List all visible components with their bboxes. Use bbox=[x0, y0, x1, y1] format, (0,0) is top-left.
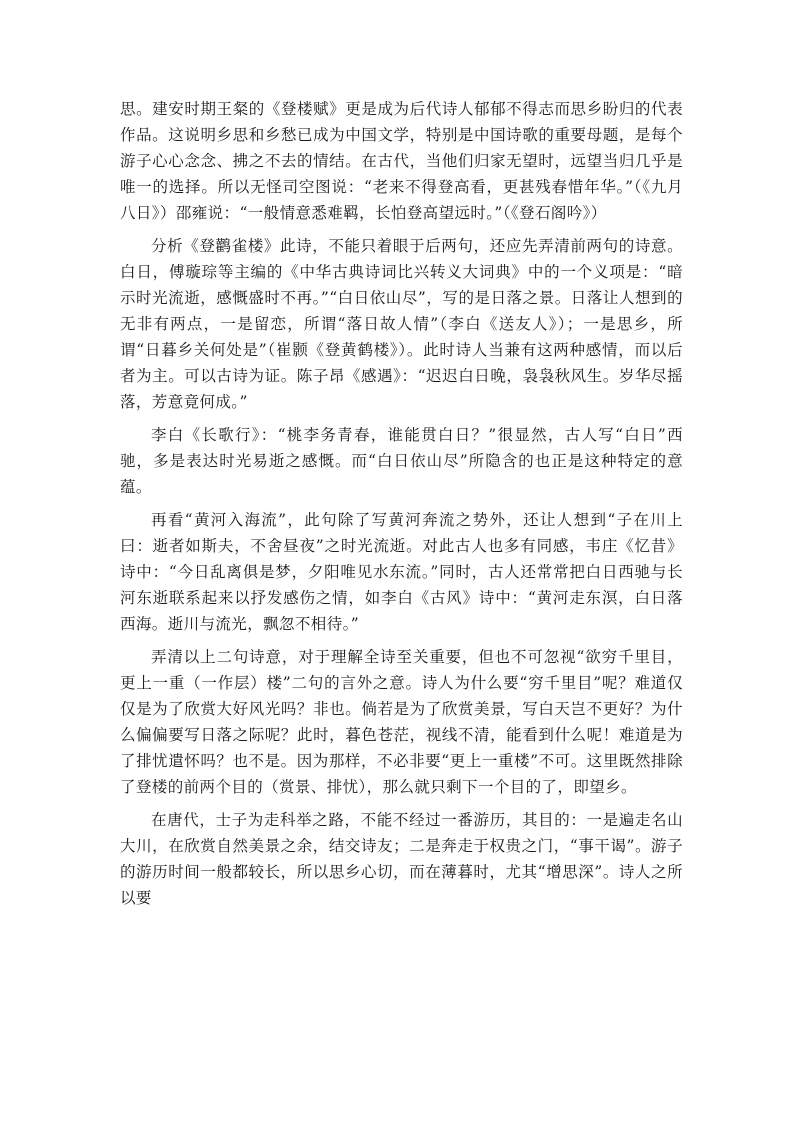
article-body bbox=[120, 96, 683, 918]
paragraph-2: 分析《登鹳雀楼》此诗，不能只着眼于后两句，还应先弄清前两句的诗意。白日，傅璇琮等主编的《中华古典诗词比兴转义大词典》中的一个义项是：“暗示时光流逝，感慨盛时不再。”“白日依山尽”，写的是日落之景。日落让人想到的无非有两点，一是留恋，所谓“落日故人情”（李白《送友人》）；一是思乡，所谓“日暮乡关何处是”（崔颢《登黄鹤楼》）。此时诗人当兼有这两种感情，而以后者为主。可以古诗为证。陈子昂《感遇》：“迟迟白日晚，袅袅秋风生。岁华尽摇落，芳意竟何成。” bbox=[120, 237, 683, 411]
paragraph-3: 李白《长歌行》：“桃李务青春，谁能贯白日？”很显然，古人写“白日”西驰，多是表达时光易逝之感慨。而“白日依山尽”所隐含的也正是这种特定的意蕴。 bbox=[120, 426, 683, 496]
paragraph-1: 思。建安时期王粲的《登楼赋》更是成为后代诗人郁郁不得志而思乡盼归的代表作品。这说明乡思和乡愁已成为中国文学，特别是中国诗歌的重要母题，是每个游子心心念念、拂之不去的情结。在古代，当他们归家无望时，远望当归几乎是唯一的选择。所以无怪司空图说：“老来不得登高看，更甚残春惜年华。”（《九月八日》）邵雍说：“一般情意悉难羁，长怕登高望远时。”（《登石阁吟》） bbox=[120, 100, 683, 222]
paragraph-5: 弄清以上二句诗意，对于理解全诗至关重要，但也不可忽视“欲穷千里目，更上一重（一作层）楼”二句的言外之意。诗人为什么要“穷千里目”呢？难道仅仅是为了欣赏大好风光吗？非也。倘若是为了欣赏美景，写白天岂不更好？为什么偏偏要写日落之际呢？此时，暮色苍茫，视线不清，能看到什么呢！难道是为了排忧遣怀吗？也不是。因为那样，不必非要“更上一重楼”不可。这里既然排除了登楼的前两个目的（赏景、排忧），那么就只剩下一个目的了，即望乡。 bbox=[120, 648, 683, 796]
paragraph-4: 再看“黄河入海流”，此句除了写黄河奔流之势外，还让人想到“子在川上曰：逝者如斯夫，不舍昼夜”之时光流逝。对此古人也多有同感，韦庄《忆昔》诗中：“今日乱离俱是梦，夕阳唯见水东流。”同时，古人还常常把白日西驰与长河东逝联系起来以抒发感伤之情，如李白《古风》诗中：“黄河走东溟，白日落西海。逝川与流光，飘忽不相待。” bbox=[120, 511, 683, 633]
paragraph-6: 在唐代，士子为走科举之路，不能不经过一番游历，其目的：一是遍走名山大川，在欣赏自然美景之余，结交诗友；二是奔走于权贵之门，“事干谒”。游子的游历时间一般都较长，所以思乡心切，而在薄暮时，尤其“增思深”。诗人之所以要 bbox=[120, 811, 683, 907]
